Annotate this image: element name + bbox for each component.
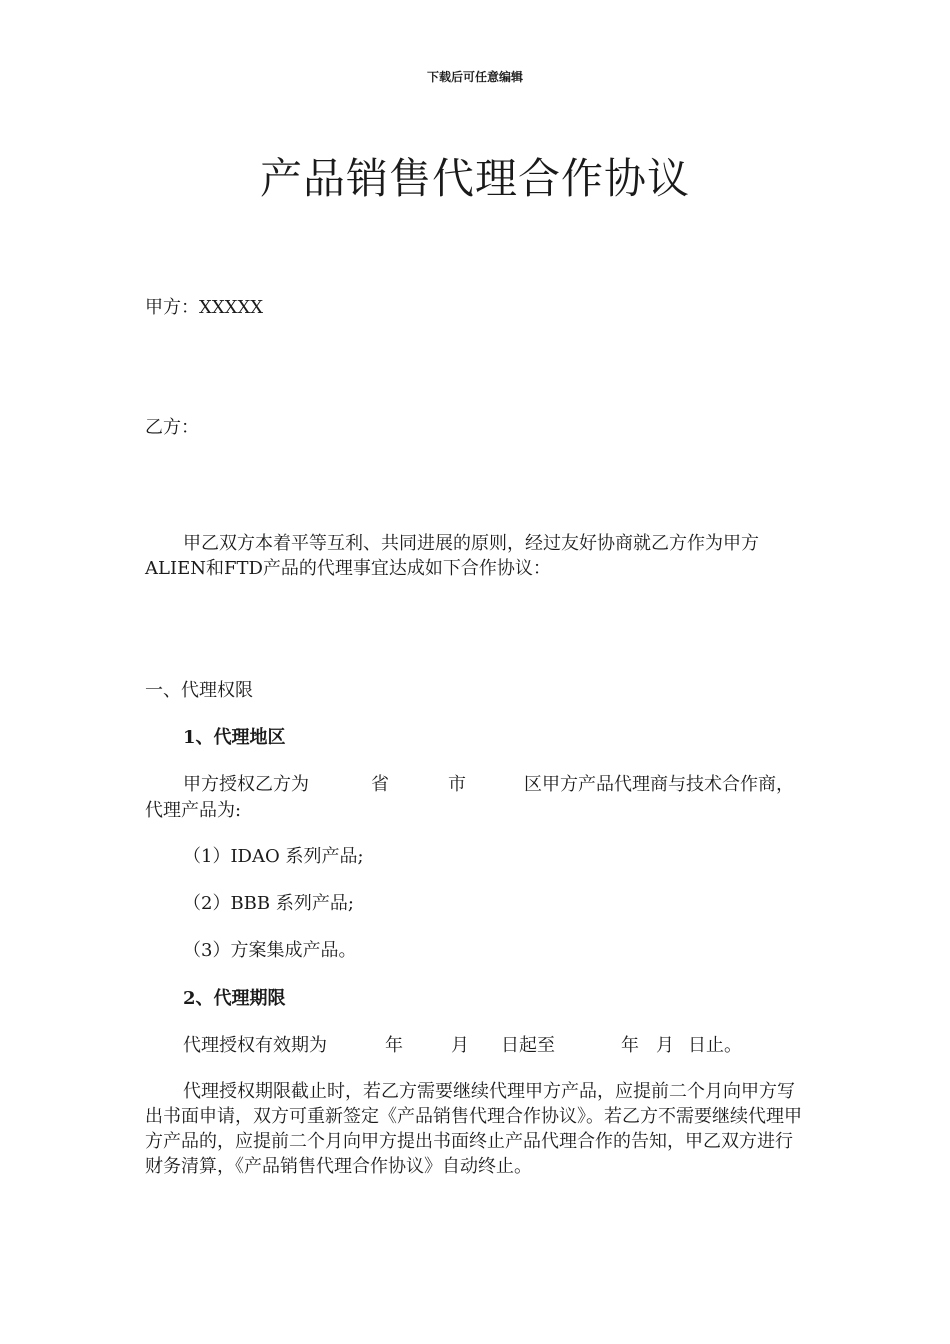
- header-note: 下载后可任意编辑: [426, 70, 523, 84]
- grant-line-1: [183, 770, 794, 796]
- party-b: 乙方：: [145, 417, 199, 438]
- sub1-heading: [183, 723, 286, 749]
- renewal-paragraph: 代理授权期限截止时，若乙方需要继续代理甲方产品，应提前二个月向甲方写出书面申请，双方可重新签定《产品销售代理合作协议》。若乙方不需要继续代理甲方产品的，应提前二个月向甲方提出书面终止产品代理合作的告知，甲乙双方进行财务清算，《产品销售代理合作协议》自动终止。: [145, 1081, 802, 1177]
- period-prefix: 代理授权有效期为: [183, 1035, 327, 1056]
- product-item-2: （2）BBB 系列产品;: [183, 893, 354, 914]
- intro-paragraph: 甲乙双方本着平等互利、共同进展的原则，经过友好协商就乙方作为甲方ALIEN和FTD产品的代理事宜达成如下合作协议：: [145, 533, 759, 579]
- sub2-heading-text: 2、代理期限: [183, 988, 286, 1009]
- period-line: [183, 1031, 742, 1057]
- year-to: 年: [621, 1035, 639, 1056]
- product-item-3: （3）方案集成产品。: [183, 940, 357, 961]
- day-from: 日起至: [501, 1035, 555, 1056]
- grant-prefix: 甲方授权乙方为: [183, 774, 309, 795]
- sub2-heading: [183, 984, 286, 1010]
- sub1-heading-text: 1、代理地区: [183, 727, 286, 748]
- province-label: 省: [371, 774, 389, 795]
- section1-heading: 一、代理权限: [145, 680, 253, 701]
- month-to: 月: [656, 1035, 674, 1056]
- year-from: 年: [385, 1035, 403, 1056]
- party-a: 甲方：XXXXX: [145, 297, 264, 318]
- day-to: 日止。: [688, 1035, 742, 1056]
- grant-line-2: 代理产品为:: [145, 800, 242, 821]
- city-label: 市: [448, 774, 466, 795]
- document-title: 产品销售代理合作协议: [259, 154, 690, 203]
- product-item-1: （1）IDAO 系列产品;: [183, 846, 364, 867]
- grant-suffix: 区甲方产品代理商与技术合作商，: [524, 774, 794, 795]
- month-from: 月: [451, 1035, 469, 1056]
